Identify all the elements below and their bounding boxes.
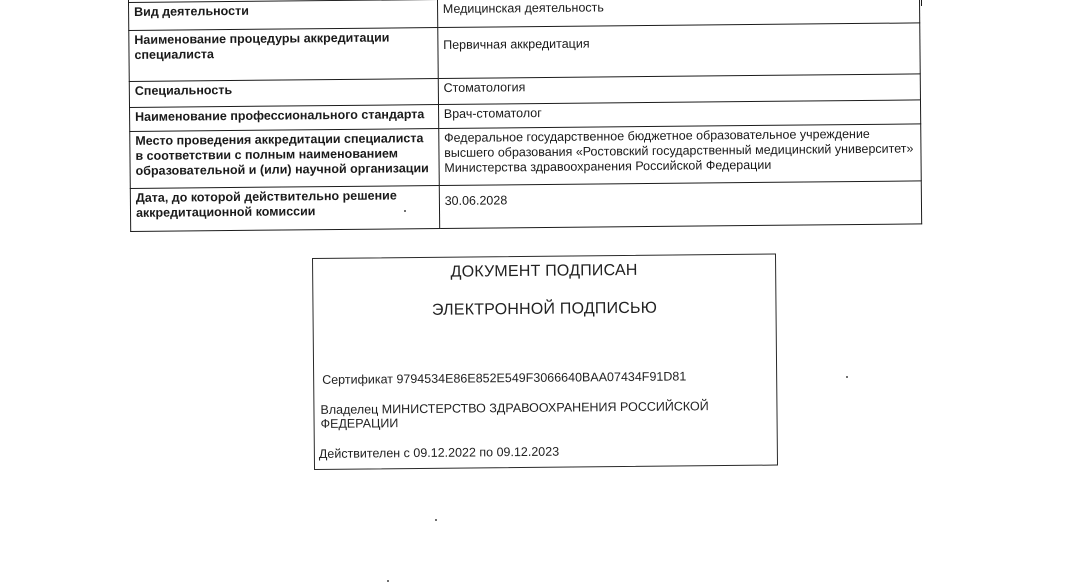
- stamp-validity: Действителен с 09.12.2022 по 09.12.2023: [318, 444, 560, 461]
- table-row: [129, 23, 920, 82]
- row-value-valid-until: 30.06.2028: [439, 181, 922, 229]
- accreditation-table: [128, 0, 922, 232]
- scan-speck: [846, 376, 848, 378]
- stamp-certificate: Сертификат 9794534E86E852E549F3066640BAA07434F91D81: [322, 369, 687, 387]
- row-value-standard: Врач-стоматолог: [438, 100, 920, 129]
- row-label-standard: Наименование профессионального стандарта: [130, 105, 439, 132]
- row-value-location: Федеральное государственное бюджетное образовательное учреждение высшего образования «Ростовский государственный медицинский университет» Министерства здравоохранения Российской Федерации: [438, 124, 921, 186]
- row-label-valid-until: Дата, до которой действительно решение аккредитационной комиссии: [130, 186, 439, 232]
- table-row: [130, 124, 922, 189]
- row-label-specialty: Специальность: [129, 79, 438, 108]
- row-label-procedure: Наименование процедуры аккредитации специалиста: [129, 28, 438, 82]
- scan-speck: [404, 210, 406, 212]
- row-label-location: Место проведения аккредитации специалиста в соответствии с полным наименованием образовательной и (или) научной организации: [130, 129, 439, 189]
- table-row: [130, 181, 921, 232]
- stamp-owner: Владелец МИНИСТЕРСТВО ЗДРАВООХРАНЕНИЯ РОССИЙСКОЙ ФЕДЕРАЦИИ: [320, 399, 709, 431]
- stamp-title-line1: ДОКУМЕНТ ПОДПИСАН: [450, 261, 638, 281]
- row-label-activity-type: Вид деятельности: [129, 0, 438, 30]
- row-value-activity-type: Медицинская деятельность: [437, 0, 919, 28]
- stamp-title-line2: ЭЛЕКТРОННОЙ ПОДПИСЬЮ: [431, 299, 658, 319]
- scan-speck: [435, 519, 437, 521]
- scan-speck: [387, 580, 389, 582]
- electronic-signature-stamp: [312, 254, 778, 470]
- row-value-procedure: Первичная аккредитация: [438, 23, 921, 79]
- row-value-specialty: Стоматология: [438, 74, 920, 105]
